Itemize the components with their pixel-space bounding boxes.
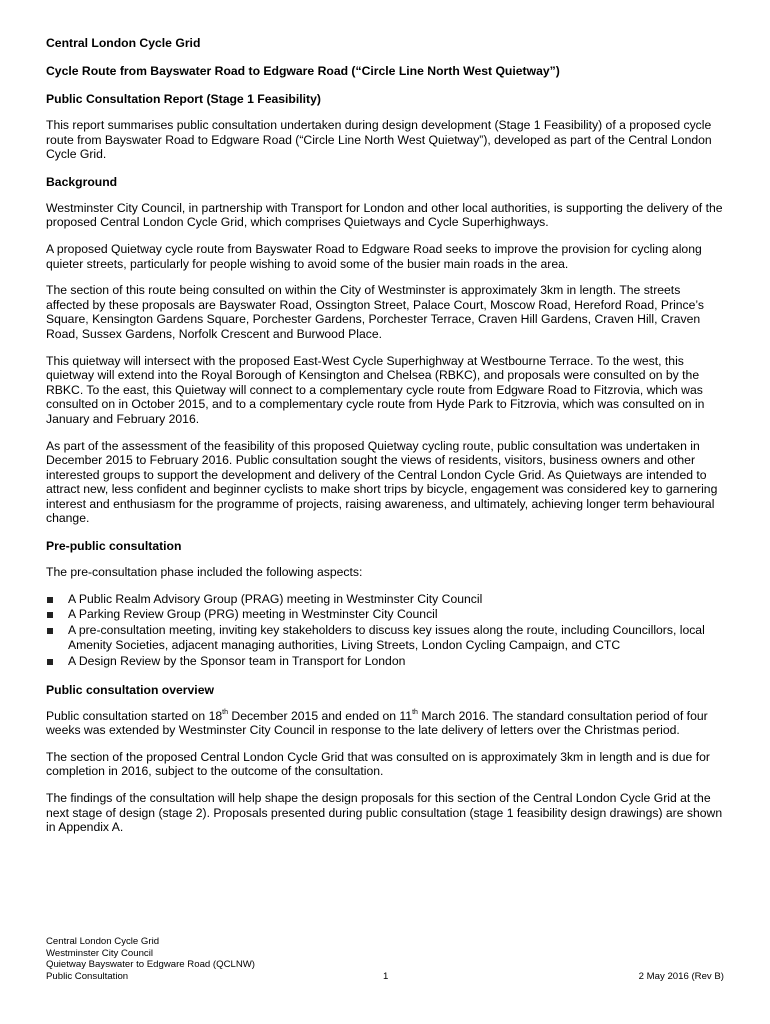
background-paragraph-2: A proposed Quietway cycle route from Bayswater Road to Edgware Road seeks to improve the provision for cycling along quieter streets, particularly for people wishing to avoid some of the busier main roads in the area. — [46, 241, 702, 271]
footer-line-4: Public Consultation — [46, 970, 129, 982]
list-item-text: A Public Realm Advisory Group (PRAG) meeting in Westminster City Council — [68, 591, 483, 606]
overview-text-b: December 2015 and ended on 11 — [228, 708, 413, 723]
document-page — [46, 36, 726, 835]
prepublic-list — [46, 592, 726, 670]
square-bullet-icon — [47, 628, 53, 634]
footer-line-1: Central London Cycle Grid — [46, 936, 160, 947]
list-item-text: A pre-consultation meeting, inviting key stakeholders to discuss key issues along the route, including Councillors, local Amenity Societies, adjacent managing authorities, Living Streets, London Cycling Campaign, and CTC — [68, 622, 705, 653]
overview-text-a: Public consultation started on 18 — [46, 708, 223, 723]
ordinal-suffix: th — [222, 708, 228, 716]
page-footer — [46, 936, 726, 982]
list-item — [46, 592, 726, 608]
prepublic-heading: Pre-public consultation — [46, 539, 182, 554]
list-item — [46, 654, 726, 670]
ordinal-suffix: th — [412, 708, 418, 716]
list-item — [46, 623, 726, 654]
background-paragraph-3: The section of this route being consulted on within the City of Westminster is approximately 3km in length. The streets affected by these proposals are Bayswater Road, Ossington Street, Palace Court, Moscow Road, Hereford Road, Prince’s Square, Kensington Gardens Square, Porchester Gardens, Porchester Terrace, Craven Hill Gardens, Craven Hill, Craven Road, Sussex Gardens, Norfolk Crescent and Burwood Place. — [46, 283, 705, 341]
square-bullet-icon — [47, 659, 53, 665]
footer-line-3: Quietway Bayswater to Edgware Road (QCLNW) — [46, 959, 256, 971]
list-item-text: A Design Review by the Sponsor team in Transport for London — [68, 654, 406, 669]
route-title: Cycle Route from Bayswater Road to Edgware Road (“Circle Line North West Quietway”) — [46, 64, 560, 78]
square-bullet-icon — [47, 597, 53, 603]
overview-paragraph-1 — [46, 709, 726, 738]
footer-line-2: Westminster City Council — [46, 947, 153, 959]
square-bullet-icon — [47, 612, 53, 618]
overview-paragraph-3: The findings of the consultation will help shape the design proposals for this section of the Central London Cycle Grid at the next stage of design (stage 2). Proposals presented during public consultation (stage 1 feasibility design drawings) are shown in Appendix A. — [46, 791, 723, 835]
report-title: Public Consultation Report (Stage 1 Feasibility) — [46, 92, 321, 106]
list-item — [46, 607, 726, 623]
footer-date: 2 May 2016 (Rev B) — [638, 970, 724, 982]
overview-heading: Public consultation overview — [46, 682, 214, 697]
background-heading: Background — [46, 174, 118, 189]
overview-paragraph-2: The section of the proposed Central London Cycle Grid that was consulted on is approximately 3km in length and is due for completion in 2016, subject to the outcome of the consultation. — [46, 749, 710, 779]
overview-text-c: March 2016. The standard consultation period of four weeks was extended by Westminster City Council in response to the late delivery of letters over the Christmas period. — [46, 708, 708, 738]
background-paragraph-4: This quietway will intersect with the proposed East-West Cycle Superhighway at Westbourne Terrace. To the west, this quietway will extend into the Royal Borough of Kensington and Chelsea (RBKC), and proposals were consulted on by the RBKC. To the east, this Quietway will connect to a complementary cycle route from Edgware Road to Fitzrovia, which was consulted on in October 2015, and to a complementary cycle route from Hyde Park to Fitzrovia, which was consulted on in January and February 2016. — [46, 353, 705, 426]
background-paragraph-1: Westminster City Council, in partnership with Transport for London and other local authorities, is supporting the delivery of the proposed Central London Cycle Grid, which comprises Quietways and Cycle Superhighways. — [46, 200, 723, 230]
intro-paragraph: This report summarises public consultation undertaken during design development (Stage 1 Feasibility) of a proposed cycle route from Bayswater Road to Edgware Road (“Circle Line North West Quietway”), developed as part of the Central London Cycle Grid. — [46, 118, 712, 162]
page-number: 1 — [383, 970, 389, 982]
background-paragraph-5: As part of the assessment of the feasibility of this proposed Quietway cycling route, public consultation was undertaken in December 2015 to February 2016. Public consultation sought the views of residents, visitors, business owners and other interested groups to support the development and delivery of the Central London Cycle Grid. As Quietways are intended to attract new, less confident and beginner cyclists to make short trips by bicycle, engagement was considered key to garnering interest and enthusiasm for the programme of projects, raising awareness, and ultimately, achieving longer term behavioural change. — [46, 438, 718, 526]
list-item-text: A Parking Review Group (PRG) meeting in Westminster City Council — [68, 607, 438, 622]
series-title: Central London Cycle Grid — [46, 36, 201, 50]
prepublic-intro: The pre-consultation phase included the following aspects: — [46, 565, 363, 580]
